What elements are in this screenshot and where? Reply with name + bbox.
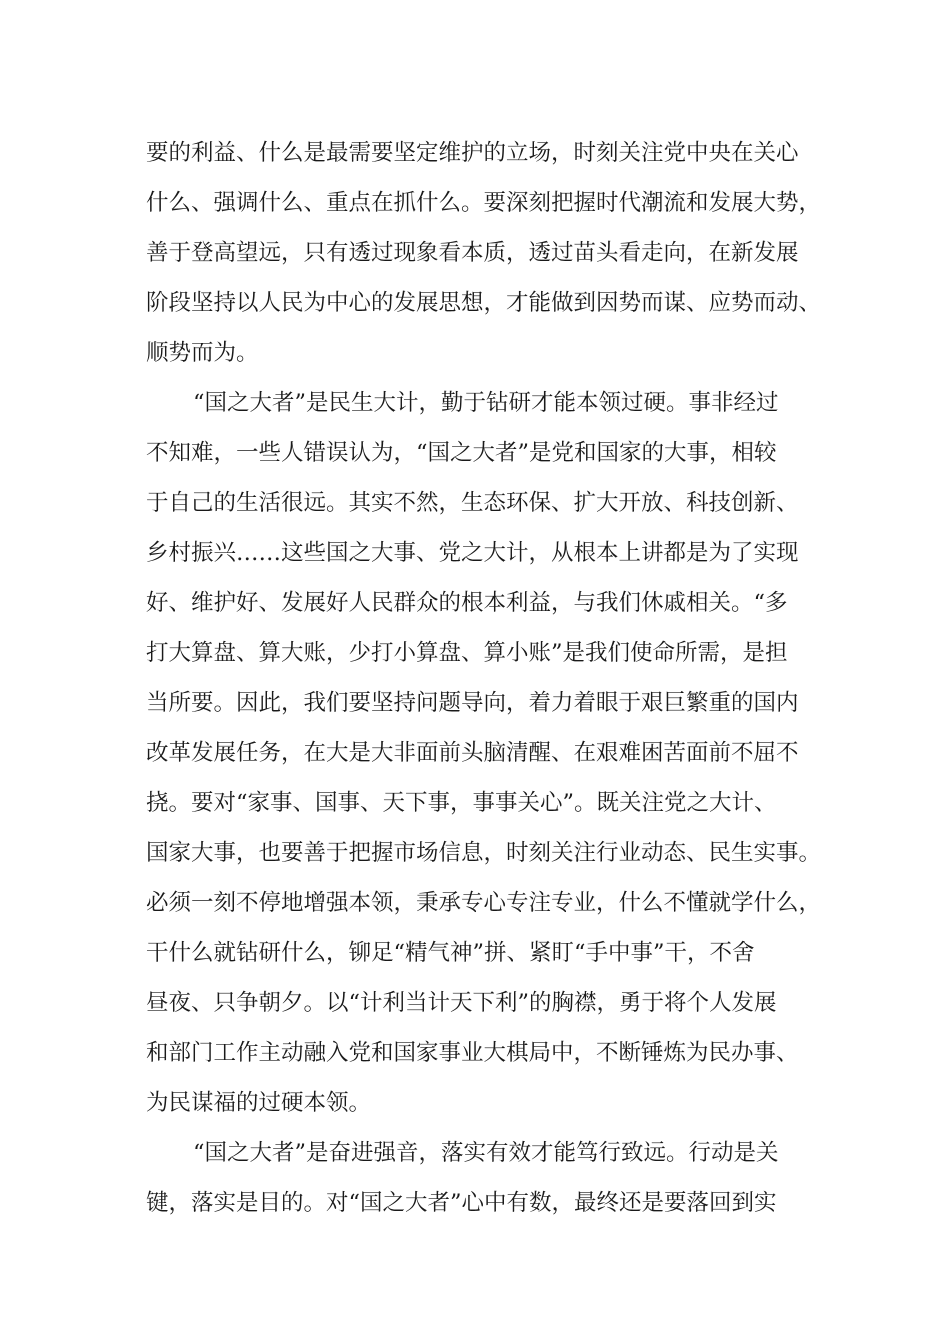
paragraph-3-line-1: “国之大者”是奋进强音，落实有效才能笃行致远。行动是关 [193,1140,779,1166]
paragraph-1-line-5: 顺势而为。 [146,340,259,366]
paragraph-2-line-14: 和部门工作主动融入党和国家事业大棋局中，不断锤炼为民办事、 [146,1040,799,1066]
paragraph-2-line-5: 好、维护好、发展好人民群众的根本利益，与我们休戚相关。“多 [146,590,788,616]
paragraph-1-line-3: 善于登高望远，只有透过现象看本质，透过苗头看走向，在新发展 [146,240,799,266]
paragraph-2-line-4: 乡村振兴……这些国之大事、党之大计，从根本上讲都是为了实现 [146,540,799,566]
paragraph-2-line-13: 昼夜、只争朝夕。以“计利当计天下利”的胸襟，勇于将个人发展 [146,990,777,1016]
paragraph-1-line-2: 什么、强调什么、重点在抓什么。要深刻把握时代潮流和发展大势， [146,190,822,216]
paragraph-2-line-1: “国之大者”是民生大计，勤于钻研才能本领过硬。事非经过 [193,390,779,416]
paragraph-2-line-3: 于自己的生活很远。其实不然，生态环保、扩大开放、科技创新、 [146,490,799,516]
paragraph-2-line-11: 必须一刻不停地增强本领，秉承专心专注专业，什么不懂就学什么， [146,890,822,916]
paragraph-2-line-15: 为民谋福的过硬本领。 [146,1090,372,1116]
paragraph-2-line-10: 国家大事，也要善于把握市场信息，时刻关注行业动态、民生实事。 [146,840,822,866]
paragraph-2-line-8: 改革发展任务，在大是大非面前头脑清醒、在艰难困苦面前不屈不 [146,740,799,766]
paragraph-3-line-2: 键，落实是目的。对“国之大者”心中有数，最终还是要落回到实 [146,1190,777,1216]
paragraph-2-line-12: 干什么就钻研什么，铆足“精气神”拼、紧盯“手中事”干，不舍 [146,940,755,966]
paragraph-1-line-4: 阶段坚持以人民为中心的发展思想，才能做到因势而谋、应势而动、 [146,290,822,316]
paragraph-2-line-2: 不知难，一些人错误认为，“国之大者”是党和国家的大事，相较 [146,440,777,466]
paragraph-1-line-1: 要的利益、什么是最需要坚定维护的立场，时刻关注党中央在关心 [146,140,799,166]
paragraph-2-line-6: 打大算盘、算大账，少打小算盘、算小账”是我们使命所需，是担 [146,640,788,666]
paragraph-2-line-7: 当所要。因此，我们要坚持问题导向，着力着眼于艰巨繁重的国内 [146,690,799,716]
paragraph-2-line-9: 挠。要对“家事、国事、天下事，事事关心”。既关注党之大计、 [146,790,777,816]
